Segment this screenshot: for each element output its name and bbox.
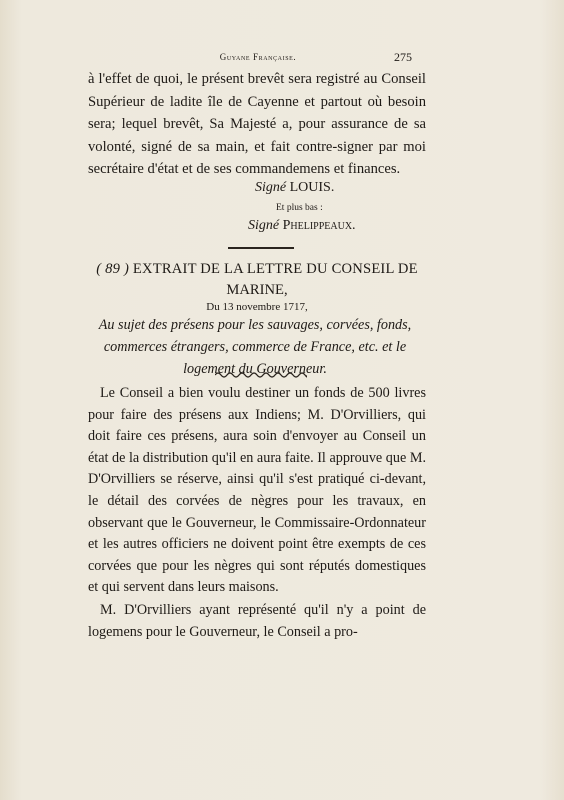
page-number: 275 — [394, 50, 412, 64]
signe-label: Signé — [248, 218, 280, 233]
signatory-louis: LOUIS. — [289, 180, 335, 195]
section-title — [88, 259, 426, 301]
paragraph-royal-warrant-end: à l'effet de quoi, le présent brevêt sera registré au Conseil Supérieur de ladite île de Cayenne et partout où besoin sera; lequel brevêt, Sa Majesté a, pour assurance de sa volonté, signé de sa main, et fait contre-signer par moi secrétaire d'état et de ses commandemens et finances. — [88, 71, 426, 178]
et-plus-bas: Et plus bas : — [276, 203, 323, 213]
paragraph-conseil-decision: Le Conseil a bien voulu destiner un fonds de 500 livres pour faire des présens aux Indiens; M. D'Orvilliers, qui doit faire ces présens, aura soin d'envoyer au Conseil un état de la distribution qu'il en aura faite. Il approuve que M. D'Orvilliers se réserve, ainsi qu'il s'est pratiqué ci-devant, le détail des corvées de nègres pour les travaux, en observant que le Gouverneur, le Commissaire-Ordonnateur et les autres officiers ne doivent point être exempts de ces corvées que pour les nègres qui sont réputés domestiques et qui servent dans leurs maisons. — [88, 385, 426, 596]
section-title-line-1: EXTRAIT DE LA LETTRE DU CONSEIL DE — [132, 261, 418, 277]
signature-louis — [255, 180, 334, 196]
signatory-phelippeaux: Phelippeaux. — [282, 218, 356, 233]
paragraph-logement-gouverneur: M. D'Orvilliers ayant représenté qu'il n'y a point de logemens pour le Gouverneur, le Conseil a pro- — [88, 602, 426, 640]
signe-label: Signé — [255, 180, 287, 195]
running-header: Guyane Française. — [219, 52, 297, 62]
signature-phelippeaux — [248, 218, 356, 234]
section-title-line-2: MARINE, — [226, 282, 288, 298]
section-divider — [228, 247, 294, 249]
section-number: ( 89 ) — [96, 261, 130, 277]
section-subject: Au sujet des présens pour les sauvages, corvées, fonds, commerces étrangers, commerce de France, etc. et le logement du Gouverneur. — [98, 317, 412, 377]
section-date: Du 13 novembre 1717, — [206, 301, 308, 313]
wavy-rule-ornament — [215, 371, 307, 379]
